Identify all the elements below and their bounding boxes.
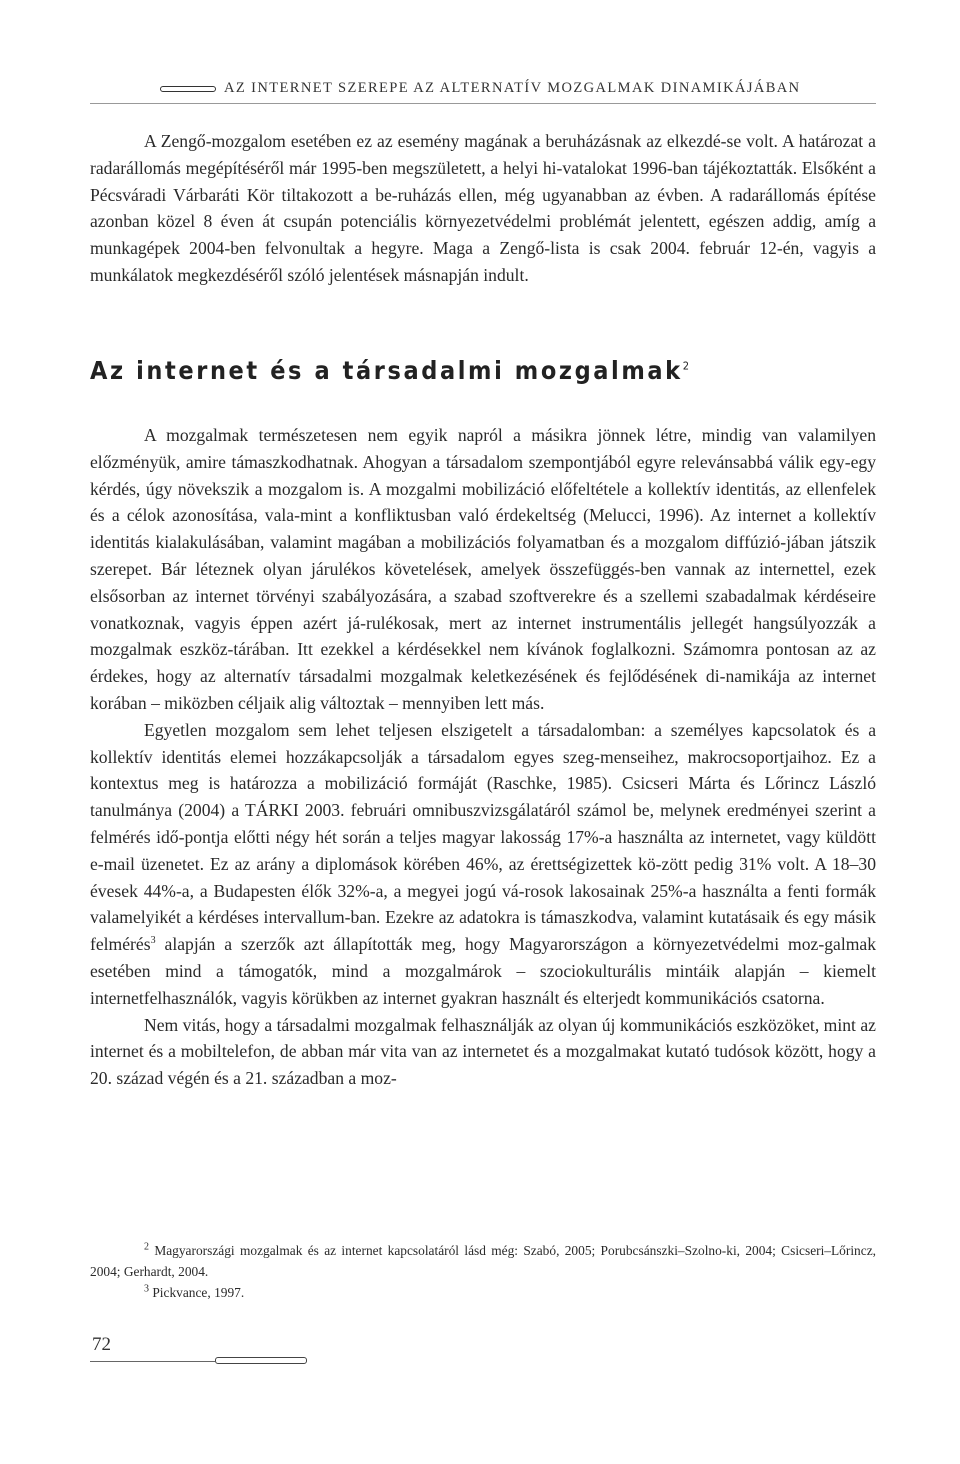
section-heading — [90, 356, 689, 385]
running-head-ornament — [160, 86, 216, 92]
footer-rule — [90, 1361, 215, 1362]
running-head-title: AZ INTERNET SZEREPE AZ ALTERNATÍV MOZGALMAK DINAMIKÁJÁBAN — [224, 80, 801, 96]
footnote-ref-3: 3 — [150, 935, 156, 947]
body-paragraph-1: A mozgalmak természetesen nem egyik napról a másikra jönnek létre, mindig van valamilyen előzményük, amire támaszkodhatnak. Ahogyan a társadalom szempontjából egyre relevánsabbá válik egy-egy kérdés, úgy növekszik a mozgalom is. A mozgalmi mobilizáció előfeltétele a kollektív identitás, az ellenfelek és a célok azonosítása, vala-mint a konfliktusban való érdekeltség (Melucci, 1996). Az internet a kollektív identitás kialakulásában, valamint magában a mobilizációs folyamatban és a mozgalom diffúzió-jában játszik szerepet. Bár léteznek olyan járulékos követelések, amelyek összefüggés-ben vannak az internettel, ezek elsősorban az internet törvényi szabályozására, a szabad szoftverekre és a szellemi szabadalmak kérdéseire vonatkoznak, vagyis éppen azért já-rulékosak, mert az internet instrumentális jellegét hangsúlyozzák a mozgalmak eszköz-tárában. Itt ezekkel a kérdésekkel nem kívánok foglalkozni. Számomra pontosan az az érdekes, hogy az alternatív társadalmi mozgalmak keletkezésének és fejlődésének di-namikája az internet korában – miközben céljaik alig változtak – mennyiben lett más. — [90, 425, 876, 713]
body-paragraph-2-part-2: alapján a szerzők azt állapították meg, hogy Magyarországon a környezetvédelmi moz-galmak esetében mind a támogatók, mind a mozgalmárok – szociokulturális mintáik alapján – kiemelt internetfelhasználók, vagyis körükben az internet gyakran használt és elterjedt kommunikációs csatorna. — [90, 934, 876, 1008]
intro-paragraph: A Zengő-mozgalom esetében ez az esemény magának a beruházásnak az elkezdé-se volt. A határozat a radarállomás megépítéséről már 1995-ben megszületett, a helyi hi-vatalokat 1996-ban tájékoztatták. Elsőként a Pécsváradi Várbaráti Kör tiltakozott a be-ruházás ellen, még ugyanabban az évben. A radarállomás építése azonban közel 8 éven át csupán potenciális környezetvédelmi problémát jelentett, egészen addig, amíg a munkagépek 2004-ben felvonultak a hegyre. Maga a Zengő-lista is csak 2004. február 12-én, vagyis a munkálatok megkezdéséről szóló jelentések másnapján indult. — [90, 131, 876, 285]
body-paragraph-2-part-1: Egyetlen mozgalom sem lehet teljesen elszigetelt a társadalomban: a személyes kapcsolatok és a kollektív identitás elemei hozzákapcsolják a társadalom egyes szeg-menseihez, makrocsoportjaihoz. Ez a kontextus meg is határozza a mobilizáció formáját (Raschke, 1985). Csicseri Márta és Lőrincz László tanulmánya (2004) a TÁRKI 2003. februári omnibuszvizsgálatáról számol be, melynek eredményei szerint a felmérés idő-pontja előtti négy hét során a teljes magyar lakosság 17%-a használta az internetet, vagy küldött e-mail üzenetet. Ez az arány a diplomások körében 46%, az érettségizettek kö-zött pedig 31% volt. A 18–30 évesek 44%-a, a Budapesten élők 32%-a, a megyei jogú vá-rosok lakosainak 25%-a használta a fenti formák valamelyikét a kérdéses intervallum-ban. Ezekre az adatokra is támaszkodva, valamint kutatásaik és egy másik felmérés — [90, 719, 876, 955]
footnotes — [90, 1240, 876, 1303]
page-number: 72 — [92, 1334, 111, 1355]
footer-ornament — [215, 1357, 307, 1364]
body-paragraph-3: Nem vitás, hogy a társadalmi mozgalmak felhasználják az olyan új kommunikációs eszközöket, mint az internet és a mobiltelefon, de abban már vita van az internetet és a mozgalmakat kutató tudósok között, hogy a 20. század végén és a 21. században a moz- — [90, 1014, 876, 1089]
footnote-2 — [90, 1240, 876, 1282]
header-rule — [90, 103, 876, 104]
footnote-3-mark: 3 — [144, 1283, 149, 1295]
intro-text — [90, 128, 876, 289]
section-footnote-ref: 2 — [682, 359, 690, 373]
footnote-2-text: Magyarországi mozgalmak és az internet kapcsolatáról lásd még: Szabó, 2005; Porubcsánszki–Szolno-ki, 2004; Csicseri–Lőrincz, 2004; Gerhardt, 2004. — [90, 1243, 876, 1279]
footnote-2-mark: 2 — [144, 1241, 149, 1253]
footnote-3-text: Pickvance, 1997. — [149, 1285, 245, 1300]
section-heading-text: Az internet és a társadalmi mozgalmak — [90, 356, 683, 385]
body-paragraph-2 — [90, 717, 876, 1012]
footnote-3 — [90, 1282, 876, 1303]
running-head — [160, 80, 876, 97]
section-body — [90, 422, 876, 1092]
